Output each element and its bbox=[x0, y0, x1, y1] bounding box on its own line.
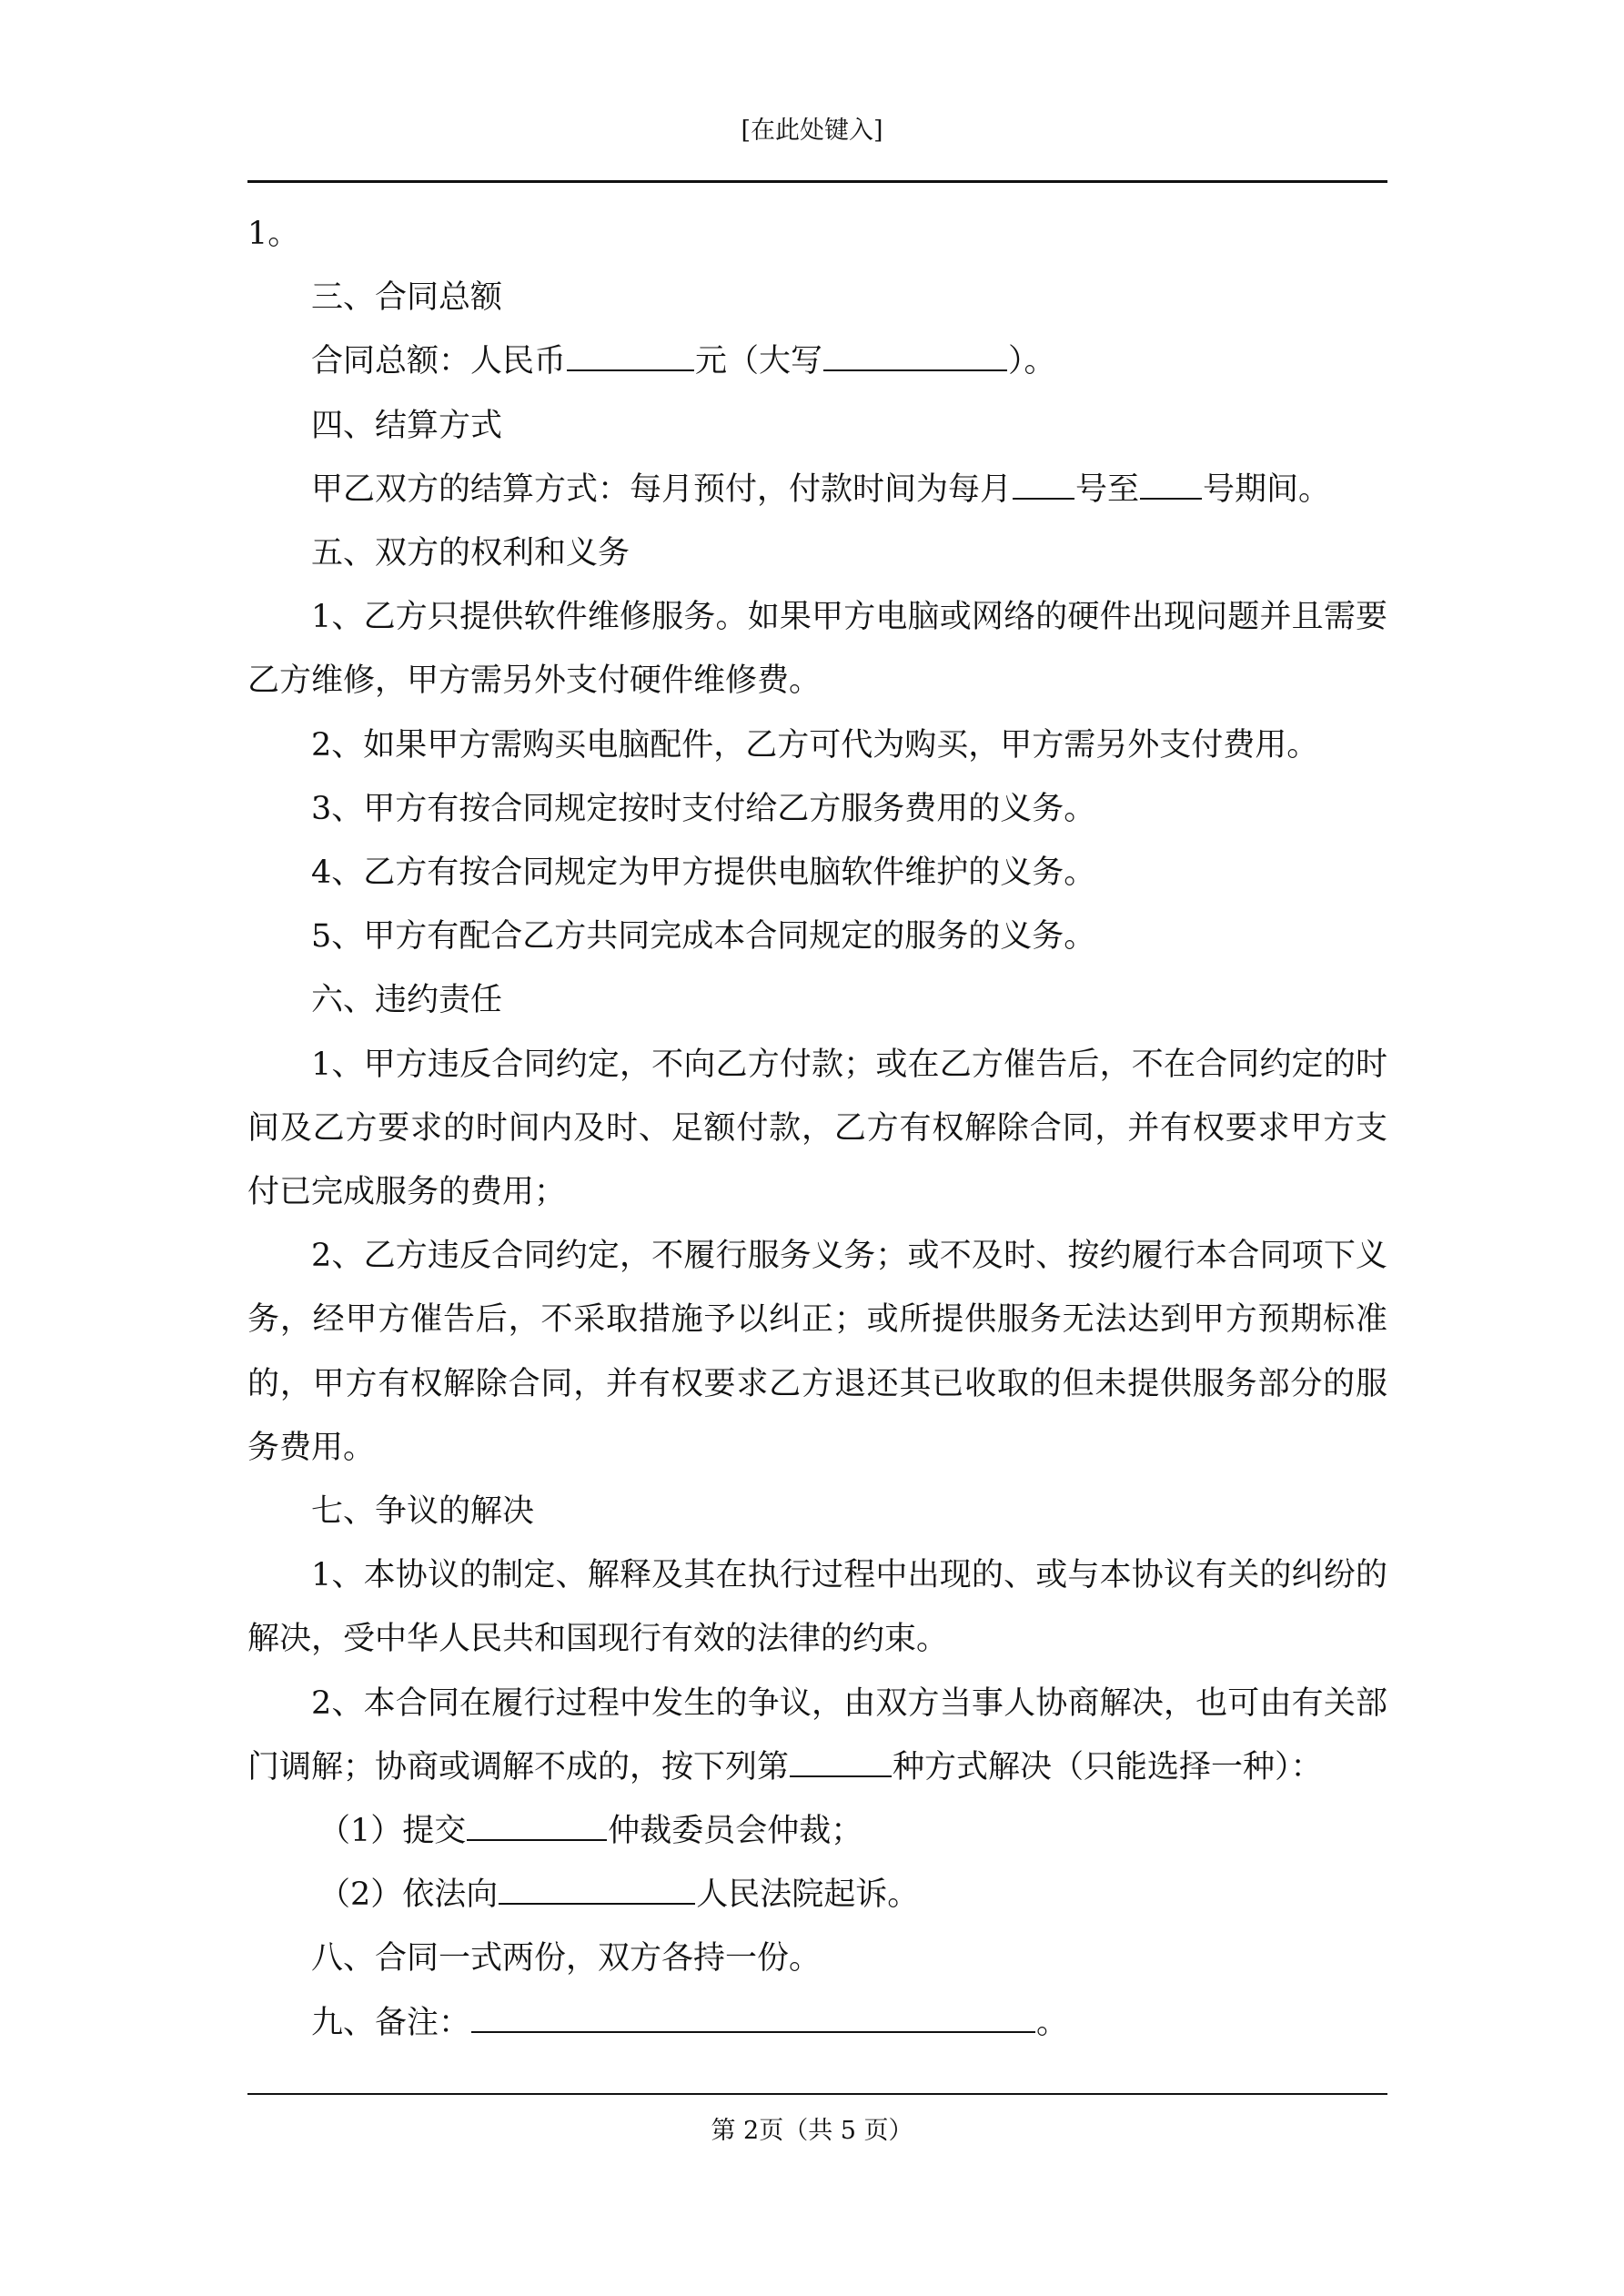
clause-5-2: 2、如果甲方需购买电脑配件，乙方可代为购买，甲方需另外支付费用。 bbox=[311, 726, 1319, 764]
remarks-blank[interactable] bbox=[471, 2000, 1035, 2033]
clause-5-5: 5、甲方有配合乙方共同完成本合同规定的服务的义务。 bbox=[311, 918, 1096, 956]
page-header: [在此处键入] bbox=[741, 116, 883, 145]
clause-7-2: 2、本合同在履行过程中发生的争议，由双方当事人协商解决，也可由有关部门调解；协商或调解不成的，按下列第 种方式解决（只能选择一种）： bbox=[247, 1684, 1387, 1785]
section-4-heading: 四、结算方式 bbox=[311, 407, 503, 444]
amount-uppercase-blank[interactable] bbox=[823, 339, 1007, 371]
arbitration-commission-blank[interactable] bbox=[467, 1808, 607, 1841]
resolution-choice-blank[interactable] bbox=[790, 1745, 892, 1777]
section-5-heading: 五、双方的权利和义务 bbox=[311, 535, 630, 572]
option-arbitration: （1）提交 仲裁委员会仲裁； bbox=[247, 1799, 1387, 1863]
clause-5-1: 1、乙方只提供软件维修服务。如果甲方电脑或网络的硬件出现问题并且需要乙方维修，甲方需另外支付硬件维修费。 bbox=[247, 599, 1387, 700]
page-footer: 第 2页（共 5 页） bbox=[711, 2117, 913, 2145]
section-9-remarks: 九、备注： 。 bbox=[247, 1991, 1387, 2055]
pay-start-day-blank[interactable] bbox=[1013, 467, 1074, 500]
footer-rule bbox=[247, 2093, 1387, 2095]
contract-amount-line: 合同总额：人民币 元（大写 ）。 bbox=[247, 329, 1387, 393]
clause-6-2: 2、乙方违反合同约定，不履行服务义务；或不及时、按约履行本合同项下义务，经甲方催告后，不采取措施予以纠正；或所提供服务无法达到甲方预期标准的，甲方有权解除合同，并有权要求乙方退还其已收取的但未提供服务部分的服务费用。 bbox=[247, 1238, 1387, 1466]
section-6-heading: 六、违约责任 bbox=[311, 982, 503, 1019]
amount-blank[interactable] bbox=[567, 339, 694, 371]
settlement-line: 甲乙双方的结算方式：每月预付，付款时间为每月 号至 号期间。 bbox=[247, 458, 1387, 521]
section-7-heading: 七、争议的解决 bbox=[311, 1493, 535, 1531]
clause-6-1: 1、甲方违反合同约定，不向乙方付款；或在乙方催告后，不在合同约定的时间及乙方要求的时间内及时、足额付款，乙方有权解除合同，并有权要求甲方支付已完成服务的费用； bbox=[247, 1046, 1387, 1211]
document-body bbox=[247, 202, 1387, 2055]
clause-5-4: 4、乙方有按合同规定为甲方提供电脑软件维护的义务。 bbox=[311, 855, 1096, 892]
clause-5-3: 3、甲方有按合同规定按时支付给乙方服务费用的义务。 bbox=[311, 790, 1096, 827]
header-rule bbox=[247, 180, 1387, 183]
option-court: （2）依法向 人民法院起诉。 bbox=[247, 1863, 1387, 1927]
pay-end-day-blank[interactable] bbox=[1140, 467, 1202, 500]
section-3-heading: 三、合同总额 bbox=[311, 279, 503, 317]
clause-7-1: 1、本协议的制定、解释及其在执行过程中出现的、或与本协议有关的纠纷的解决，受中华人民共和国现行有效的法律的约束。 bbox=[247, 1557, 1387, 1658]
section-8-text: 八、合同一式两份，双方各持一份。 bbox=[311, 1940, 822, 1977]
court-name-blank[interactable] bbox=[499, 1872, 695, 1905]
continuation-text: 1。 bbox=[247, 216, 300, 252]
